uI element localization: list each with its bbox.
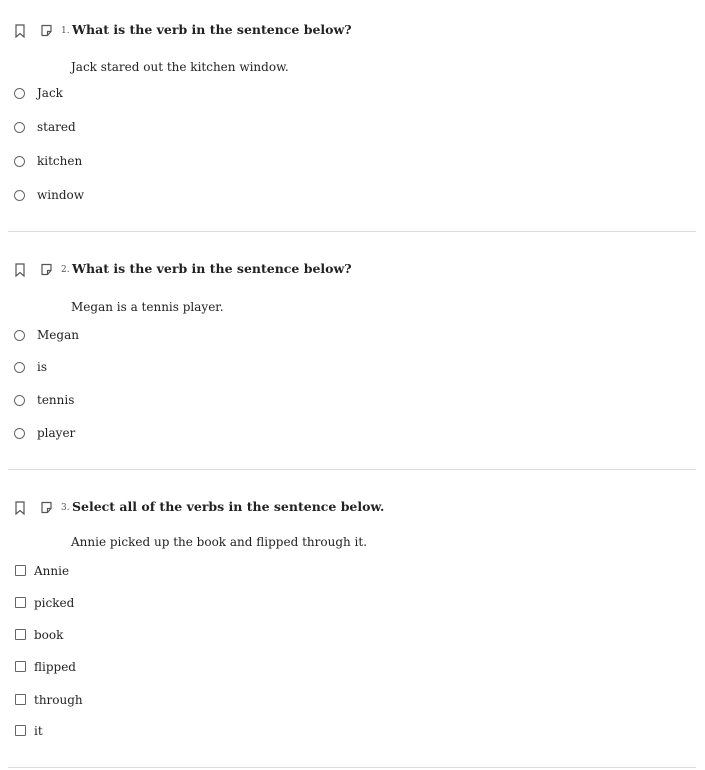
answer-option[interactable] (12, 119, 312, 139)
bookmark-icon[interactable] (14, 263, 26, 277)
answer-option[interactable] (12, 425, 312, 445)
option-label: through (34, 693, 83, 707)
answer-option[interactable] (12, 659, 312, 679)
question-number: 1. (61, 26, 70, 36)
checkbox[interactable] (15, 661, 26, 672)
option-label: window (37, 188, 85, 202)
option-label: is (37, 360, 47, 374)
bookmark-icon[interactable] (14, 24, 26, 38)
checkbox[interactable] (15, 565, 26, 576)
question-sentence: Annie picked up the book and flipped through it. (71, 535, 368, 549)
answer-option[interactable] (12, 692, 312, 712)
radio-button[interactable] (14, 362, 25, 373)
radio-button[interactable] (14, 330, 25, 341)
checkbox[interactable] (15, 694, 26, 705)
option-label: book (34, 628, 64, 642)
option-label: flipped (34, 660, 76, 674)
radio-button[interactable] (14, 395, 25, 406)
question-divider (8, 469, 696, 470)
option-label: Annie (34, 564, 70, 578)
question-prompt: What is the verb in the sentence below? (72, 261, 352, 276)
question-sentence: Megan is a tennis player. (71, 300, 224, 314)
option-label: stared (37, 120, 76, 134)
option-label: kitchen (37, 154, 83, 168)
answer-option[interactable] (12, 723, 312, 743)
answer-option[interactable] (12, 359, 312, 379)
note-icon[interactable] (40, 24, 54, 38)
option-label: player (37, 426, 76, 440)
option-label: Megan (37, 328, 79, 342)
option-label: picked (34, 596, 75, 610)
question-sentence: Jack stared out the kitchen window. (71, 60, 289, 74)
answer-option[interactable] (12, 153, 312, 173)
option-label: Jack (37, 86, 63, 100)
checkbox[interactable] (15, 597, 26, 608)
bookmark-icon[interactable] (14, 501, 26, 515)
radio-button[interactable] (14, 88, 25, 99)
option-label: tennis (37, 393, 75, 407)
radio-button[interactable] (14, 428, 25, 439)
checkbox[interactable] (15, 725, 26, 736)
answer-option[interactable] (12, 187, 312, 207)
answer-option[interactable] (12, 392, 312, 412)
note-icon[interactable] (40, 263, 54, 277)
answer-option[interactable] (12, 595, 312, 615)
option-label: it (34, 724, 43, 738)
radio-button[interactable] (14, 190, 25, 201)
question-divider (8, 767, 696, 768)
question-prompt: What is the verb in the sentence below? (72, 22, 352, 37)
checkbox[interactable] (15, 629, 26, 640)
question-prompt: Select all of the verbs in the sentence below. (72, 499, 385, 514)
question-3-header (0, 499, 705, 519)
question-2-header (0, 261, 705, 281)
answer-option[interactable] (12, 563, 312, 583)
answer-option[interactable] (12, 85, 312, 105)
question-number: 3. (61, 503, 70, 513)
radio-button[interactable] (14, 122, 25, 133)
answer-option[interactable] (12, 327, 312, 347)
question-divider (8, 231, 696, 232)
question-1-header (0, 22, 705, 42)
answer-option[interactable] (12, 627, 312, 647)
note-icon[interactable] (40, 501, 54, 515)
question-number: 2. (61, 265, 70, 275)
radio-button[interactable] (14, 156, 25, 167)
